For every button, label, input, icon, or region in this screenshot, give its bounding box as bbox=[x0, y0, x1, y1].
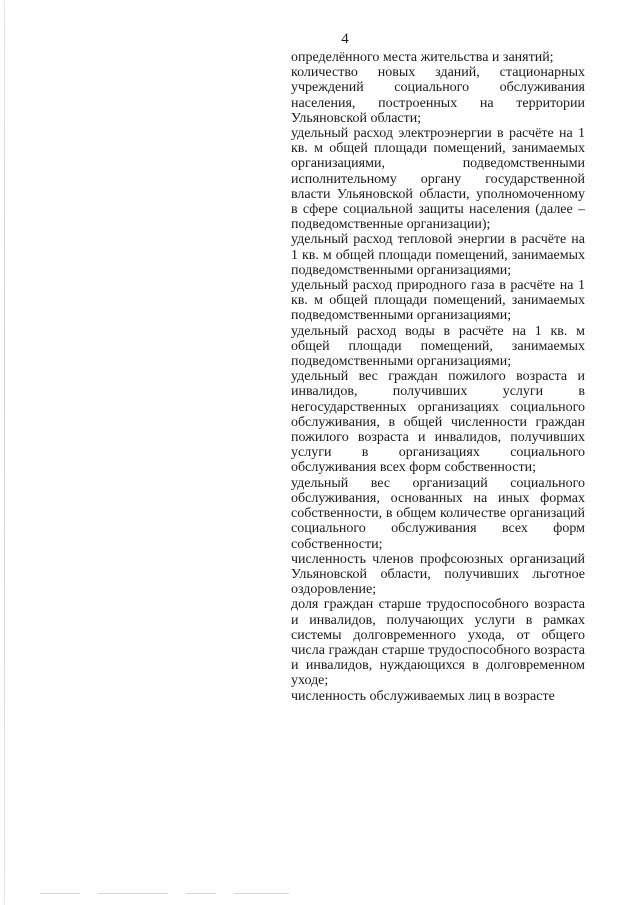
scan-edge bbox=[4, 0, 5, 905]
list-item: количество новых зданий, стационарных учреждений социального обслуживания населения, построенных на территории Ульяновской области; bbox=[291, 65, 585, 126]
list-item: удельный расход воды в расчёте на 1 кв. м общей площади помещений, занимаемых подведомственными организациями; bbox=[291, 323, 585, 370]
list-item: удельный расход природного газа в расчёте на 1 кв. м общей площади помещений, занимаемых подведомственными организациями; bbox=[291, 278, 585, 324]
list-item: удельный расход тепловой энергии в расчёте на 1 кв. м общей площади помещений, занимаемых подведомственными организациями; bbox=[291, 232, 585, 278]
list-item: численность обслуживаемых лиц в возрасте bbox=[291, 688, 555, 704]
list-item: удельный расход электроэнергии в расчёте на 1 кв. м общей площади помещений, занимаемых организациями, подведомственными исполнительному органу государственной власти Ульяновской области, уполномоченному в сфере социальной защиты населения (далее – подведомственные организации); bbox=[291, 126, 585, 233]
list-item: удельный вес организаций социального обслуживания, основанных на иных формах собственности, в общем количестве организаций социального обслуживания всех форм собственности; bbox=[291, 475, 585, 552]
page-number: 4 bbox=[341, 31, 349, 47]
list-item: доля граждан старше трудоспособного возраста и инвалидов, получающих услуги в рамках системы долговременного ухода, от общего числа граждан старше трудоспособного возраста и инвалидов, нуждающихся в долговременном уходе; bbox=[291, 597, 585, 689]
list-item: определённого места жительства и занятий; bbox=[291, 50, 554, 65]
list-item: удельный вес граждан пожилого возраста и инвалидов, получивших услуги в негосударственных организациях социального обслуживания, в общей численности граждан пожилого возраста и инвалидов, получивших услуги в организациях социального обслуживания всех форм собственности; bbox=[291, 369, 585, 476]
list-item: численность членов профсоюзных организаций Ульяновской области, получивших льготное оздоровление; bbox=[291, 551, 585, 598]
document-body bbox=[291, 50, 585, 704]
scan-footer-marks bbox=[40, 893, 600, 897]
